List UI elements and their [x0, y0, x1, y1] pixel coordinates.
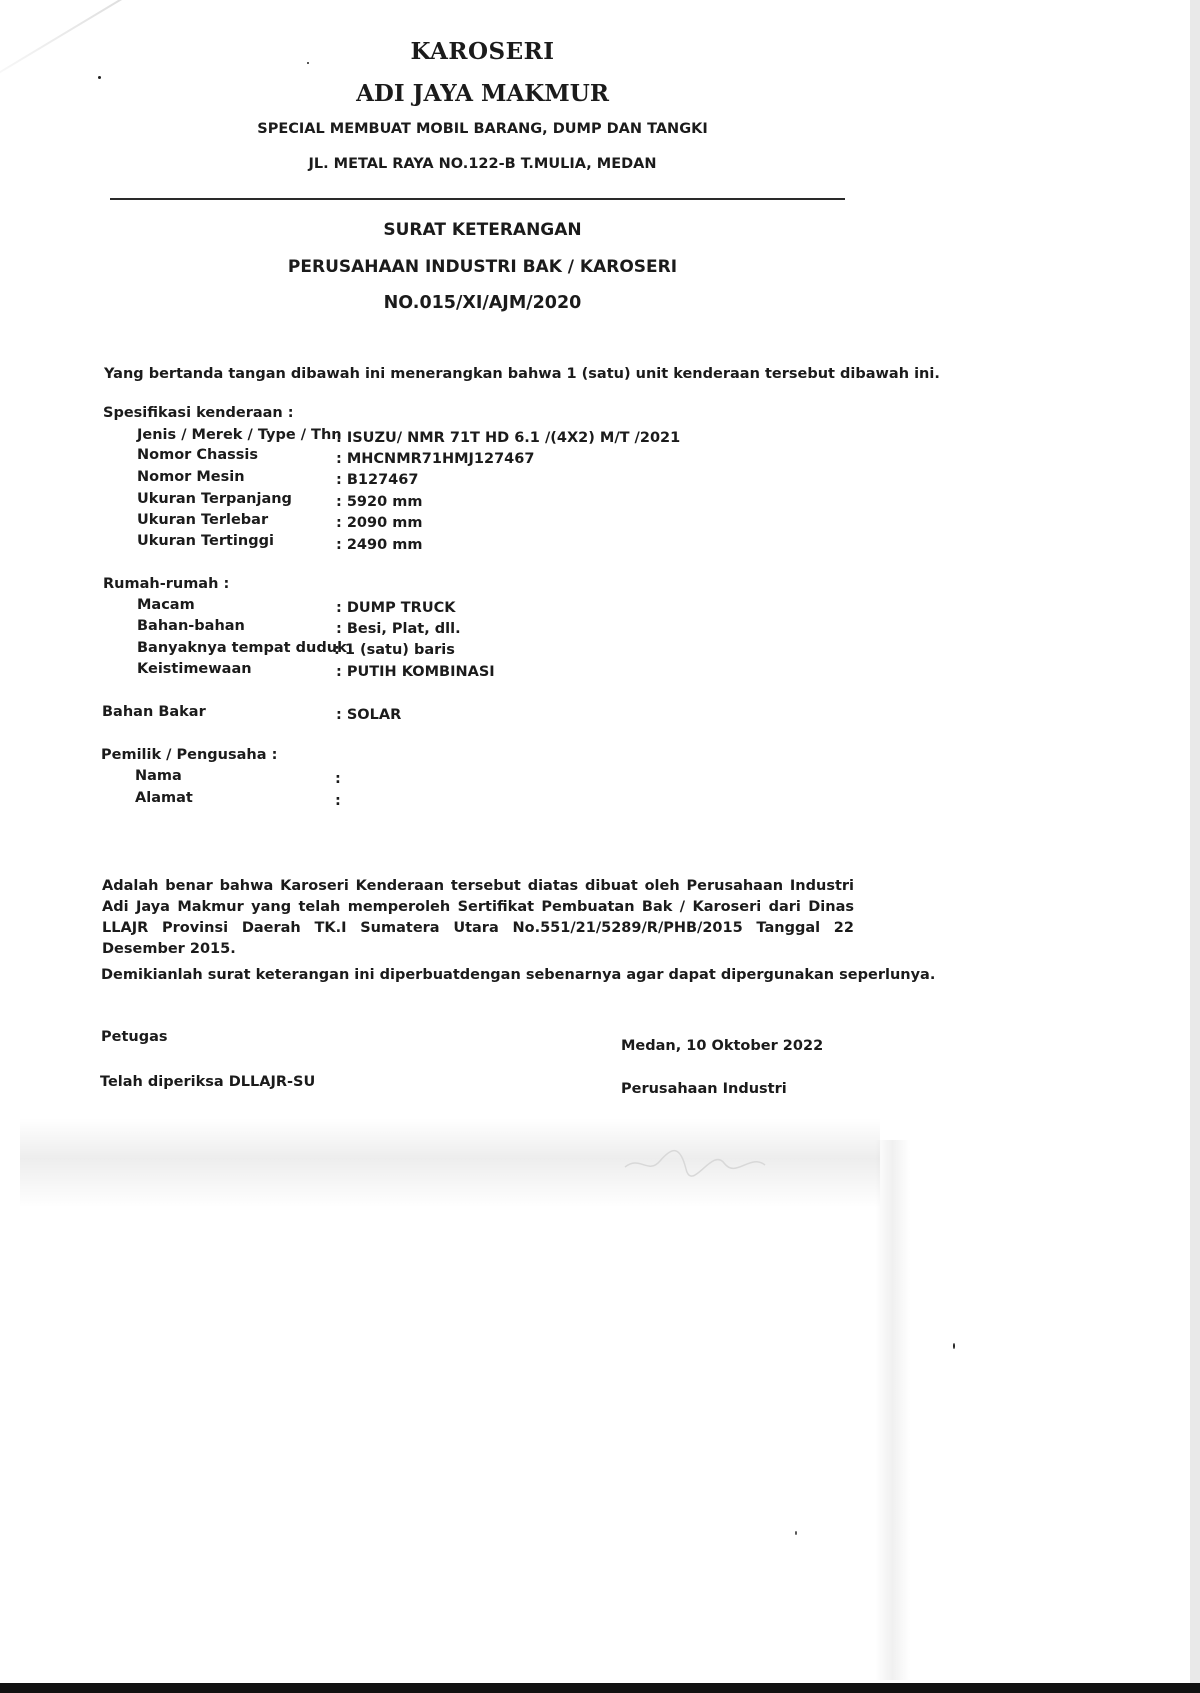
checked-by-label: Telah diperiksa DLLAJR-SU: [100, 1074, 316, 1090]
owner-value: :: [335, 771, 341, 787]
spec-value: : ISUZU/ NMR 71T HD 6.1 /(4X2) M/T /2021: [336, 430, 681, 446]
letterhead-divider: [110, 198, 845, 200]
document-number: NO.015/XI/AJM/2020: [383, 293, 582, 313]
rumah-label: Macam: [137, 597, 195, 613]
document-subtitle: PERUSAHAAN INDUSTRI BAK / KAROSERI: [287, 257, 678, 277]
spec-label: Jenis / Merek / Type / Thn: [137, 427, 342, 443]
rumah-value: : PUTIH KOMBINASI: [336, 664, 495, 680]
faint-signature: [620, 1135, 770, 1185]
rumah-value: : Besi, Plat, dll.: [336, 621, 461, 637]
company-address: JL. METAL RAYA NO.122-B T.MULIA, MEDAN: [308, 156, 657, 172]
fuel-label: Bahan Bakar: [102, 704, 206, 720]
spec-heading: Spesifikasi kenderaan :: [103, 405, 294, 421]
owner-label: Alamat: [135, 790, 193, 806]
spec-label: Ukuran Tertinggi: [137, 533, 274, 549]
place-date: Medan, 10 Oktober 2022: [621, 1038, 824, 1054]
scan-speck: [795, 1531, 797, 1535]
spec-value: : 2490 mm: [336, 537, 423, 553]
company-name-line2: ADI JAYA MAKMUR: [356, 80, 609, 107]
document-title: SURAT KETERANGAN: [383, 220, 582, 240]
scan-shadow-vertical: [875, 1140, 910, 1680]
spec-label: Nomor Mesin: [137, 469, 245, 485]
officer-label: Petugas: [101, 1029, 168, 1045]
fuel-value: : SOLAR: [336, 707, 402, 723]
spec-value: : MHCNMR71HMJ127467: [336, 451, 535, 467]
rumah-label: Banyaknya tempat duduk: [137, 640, 347, 656]
scan-speck: [98, 76, 101, 79]
intro-text: Yang bertanda tangan dibawah ini menerangkan bahwa 1 (satu) unit kenderaan tersebut dibawah ini.: [104, 366, 940, 382]
spec-value: : B127467: [336, 472, 419, 488]
company-signatory-label: Perusahaan Industri: [621, 1081, 787, 1097]
rumah-value: : DUMP TRUCK: [336, 600, 456, 616]
company-name-line1: KAROSERI: [410, 38, 555, 65]
owner-heading: Pemilik / Pengusaha :: [101, 747, 278, 763]
owner-value: :: [335, 793, 341, 809]
closing-text: Demikianlah surat keterangan ini diperbuatdengan sebenarnya agar dapat dipergunakan seperlunya.: [101, 967, 936, 983]
rumah-heading: Rumah-rumah :: [103, 576, 230, 592]
scan-edge-bottom: [0, 1683, 1200, 1693]
rumah-label: Keistimewaan: [137, 661, 252, 677]
spec-label: Nomor Chassis: [137, 447, 258, 463]
spec-label: Ukuran Terpanjang: [137, 491, 292, 507]
scan-edge-right: [1190, 0, 1200, 1693]
rumah-label: Bahan-bahan: [137, 618, 245, 634]
statement-paragraph: Adalah benar bahwa Karoseri Kenderaan tersebut diatas dibuat oleh Perusahaan Industri Adi Jaya Makmur yang telah memperoleh Sertifikat Pembuatan Bak / Karoseri dari Dinas LLAJR Provinsi Daerah TK.I Sumatera Utara No.551/21/5289/R/PHB/2015 Tanggal 22 Desember 2015.: [102, 878, 854, 957]
scan-speck: [953, 1343, 955, 1349]
owner-label: Nama: [135, 768, 182, 784]
spec-value: : 5920 mm: [336, 494, 423, 510]
rumah-value: : 1 (satu) baris: [334, 642, 455, 658]
spec-value: : 2090 mm: [336, 515, 423, 531]
company-tagline: SPECIAL MEMBUAT MOBIL BARANG, DUMP DAN TANGKI: [257, 121, 708, 137]
spec-label: Ukuran Terlebar: [137, 512, 269, 528]
